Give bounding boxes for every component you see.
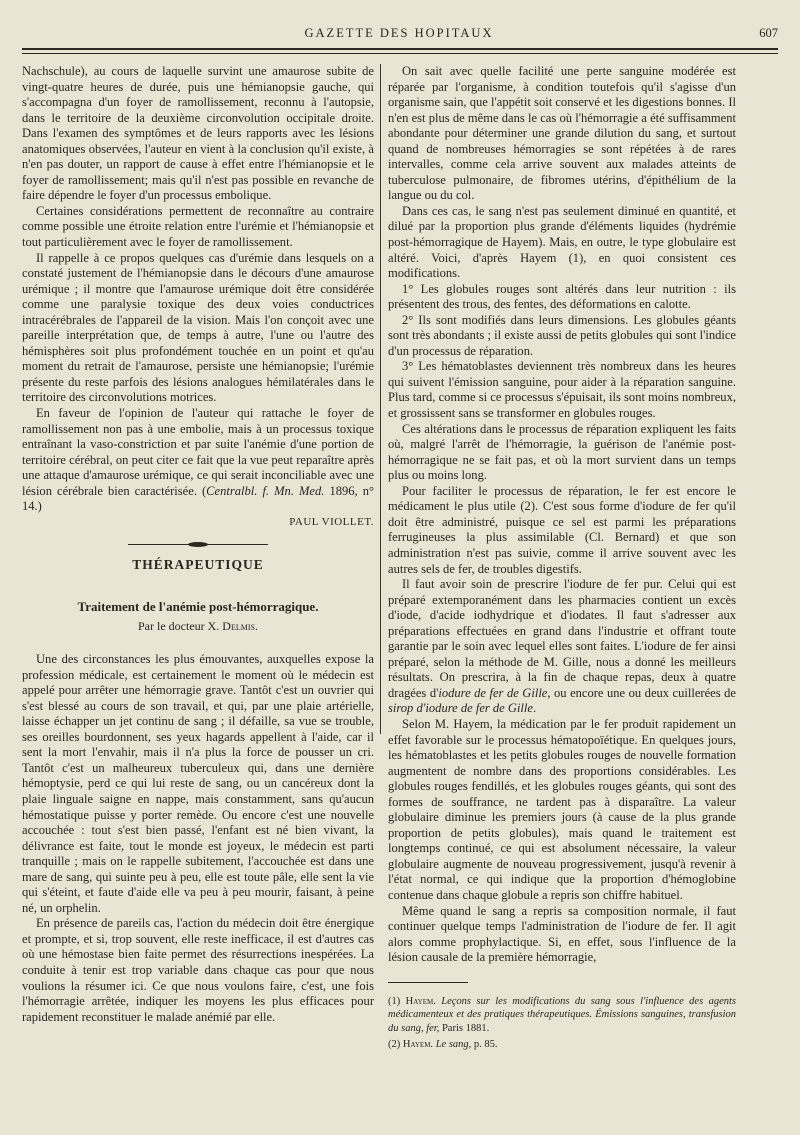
left-column (22, 64, 374, 1025)
journal-title: GAZETTE DES HOPITAUX (304, 26, 494, 40)
byline-prefix: Par le docteur (138, 618, 208, 633)
paragraph: Même quand le sang a repris sa composition normale, il faut continuer quelque temps l'administration de l'iodure de fer. Il agit alors comme prophylactique. Si, en effet, sous l'influence de la lésion causale de la première hémorragie, (388, 903, 736, 965)
paragraph: Une des circonstances les plus émouvantes, auxquelles expose la profession médicale, est certainement le moment où le médecin est appelé pour arrêter une hémorragie grave. Tantôt c'est un ouvrier qui s'est blessé au cours de son travail, et qui, par une plaie artérielle, laisse échapper un jet continu de sang ; il défaille, sa vue se trouble, ses oreilles bourdonnent, ses yeux hagards appellent à l'aide, car il sent la mort l'envahir, mais il n'a plus la force de pousser un cri. Tantôt c'est un malheureux tuberculeux qui, dans une dernière hémoptysie, perd ce qui lui reste de sang, ou un cancéreux dont la plaie linguale saigne en nappe, mais constamment, sans qu'aucun hémostatique puisse y porter remède. Ou encore c'est une nouvelle accouchée : tout s'est bien passé, l'enfant est né bien vivant, la délivrance est faite, tout le monde est joyeux, le médecin est parti tranquille ; mais on le rappelle subitement, l'accouchée est dans une mare de sang, qui suinte peu à peu, elle est toute pâle, elle sent la vie qui s'éteint, et faute d'aide elle va peu à peu mourir, faisant, à peine né, un orphelin. (22, 652, 374, 915)
paragraph: Ces altérations dans le processus de réparation expliquent les faits où, malgré l'arrêt de l'hémorragie, la guérison de l'anémie post-hémorragique ne se fait pas, et où la mort survient dans un temps plus ou moins long. (388, 421, 736, 483)
text-run: , ou encore une ou deux cuillerées de (547, 685, 736, 700)
paragraph: 1° Les globules rouges sont altérés dans leur nutrition : ils présentent des trous, des fentes, des déformations en calotte. (388, 281, 736, 312)
byline-author: X. Delmis. (207, 618, 258, 633)
footnote-1 (388, 995, 736, 1036)
text-run: . (532, 701, 537, 716)
journal-reference: Centralbl. f. Mn. Med. (206, 483, 325, 498)
text-run: 1896, n° 14.) (22, 483, 375, 514)
header-rule-thin (22, 53, 778, 54)
text-run: Il faut avoir soin de prescrire l'iodure de fer pur. Celui qui est préparé extemporanément dans les pharmacies contient un excès d'iode, d'acide iodhydrique et d'iodates. Il faut s'adresser aux préparations effectuées en grand dans l'industrie et offrant toute garantie par le soin avec lequel elles sont faites. L'iodure de fer ainsi préparé, selon la méthode de M. Gille, nous a donné les meilleurs résultats. On prescrira, à la fin de chaque repas, deux à quatre dragées d' (388, 577, 736, 700)
footnote-rule (388, 982, 468, 983)
right-column (388, 64, 736, 1055)
footnote-tail: p. 85. (471, 1039, 498, 1051)
footnote-2 (388, 1038, 736, 1052)
footnote-tail: Paris 1881. (439, 1022, 490, 1034)
paragraph: En présence de pareils cas, l'action du médecin doit être énergique et prompte, et si, trop souvent, elle reste inefficace, il est d'autres cas où une hémostase bien faite permet des résurrections inespérées. La conduite à tenir est trop variable dans chaque cas pour que nous voulions la résumer ici. Ce que nous voulons faire, c'est, une fois l'hémorragie arrêtée, indiquer les moyens les plus efficaces pour rapidement reconstituer le malade anémié par elle. (22, 916, 374, 1024)
paragraph: Certaines considérations permettent de reconnaître au contraire comme possible une étroite relation entre l'urémie et l'hémianopsie et tout particulièrement avec le foyer de ramollissement. (22, 203, 374, 250)
running-head (20, 26, 778, 44)
text-run: En faveur de l'opinion de l'auteur qui rattache le foyer de ramollissement non pas à une embolie, mais à un processus toxique entraînant la vaso-constriction et par suite l'anémie d'une portion de territoire cérébral, on peut citer ce fait que la vue peut reparaître après une attaque d'amaurose urémique, ce qui serait inconciliable avec une lésion cérébrale bien caractérisée. ( (22, 406, 374, 498)
product-name: iodure de fer de Gille (438, 685, 548, 700)
footnote-number: (2) (388, 1039, 403, 1051)
paragraph: 2° Ils sont modifiés dans leurs dimensions. Les globules géants sont très abondants ; il existe aussi de petits globules qui sont l'indice d'un processus de réparation. (388, 312, 736, 358)
paragraph (22, 406, 374, 515)
footnote-title: Le sang, (433, 1039, 472, 1051)
footnote-number: (1) (388, 995, 406, 1007)
header-rule-thick (22, 48, 778, 50)
paragraph: Pour faciliter le processus de réparation, le fer est encore le médicament le plus utile (2). C'est sous forme d'iodure de fer qu'il doit être administré, puisque ce sel est parmi les préparations ferrugineuses la plus assimilable (Cl. Bernard) et que son administration n'est pas suivie, comme il arrive souvent avec les autres sels de fer, de troubles digestifs. (388, 483, 736, 576)
article-title: Traitement de l'anémie post-hémorragique. (77, 598, 319, 614)
footnote-title: Leçons sur les modifications du sang sous l'influence des agents médicamenteux et des pratiques thérapeutiques. Émissions sanguines, transfusion du sang, fer, (388, 995, 736, 1034)
product-name: sirop d'iodure de fer de Gille (388, 701, 533, 716)
paragraph: On sait avec quelle facilité une perte sanguine modérée est réparée par l'organisme, à condition toutefois qu'il s'agisse d'un organisme sain, que l'appétit soit conservé et les digestions bonnes. Il n'en est plus de même dans le cas où l'hémorragie a été suffisamment abondante pour déterminer une grande dilution du sang, et surtout quand de nombreuses hémorragies se sont répétées à de rares intervalles, comme cela arrive souvent aux malades atteints de tuberculose pulmonaire, de fibromes utérins, d'épithélium de la langue ou du col. (388, 64, 736, 203)
footnote-author: Hayem. (402, 1039, 434, 1051)
byline (22, 619, 374, 635)
author-signature: PAUL VIOLLET. (289, 515, 374, 528)
page-number: 607 (759, 26, 778, 40)
column-divider (380, 64, 381, 734)
paragraph (388, 577, 736, 717)
section-heading: THÉRAPEUTIQUE (132, 557, 264, 573)
paragraph: Selon M. Hayem, la médication par le fer produit rapidement un effet favorable sur le processus hématopoïétique. En quelques jours, les hématoblastes et les petits globules rouges de nouvelle formation augmentent de nombre dans des proportions considérables. Les globules rouges fendillés, et les globules rouges géants, qui sont des formes de souffrance, ne tardent pas à disparaître. La valeur globulaire diminue les premiers jours (à cause de la plus grande proportion de petits globules), mais quand le traitement est longtemps continué, ce qui est absolument nécessaire, la valeur globulaire augmente de nouveau progressivement, jusqu'à revenir à l'état normal, ce qui indique que la proportion d'hémoglobine contenue dans chaque globule a repris son chiffre habituel. (388, 716, 736, 902)
paragraph: 3° Les hématoblastes deviennent très nombreux dans les heures qui suivent l'émission sanguine, pour aider à la réparation sanguine. Plus tard, comme si ce processus s'épuisait, ils sont moins nombreux, et grossissent sans se transformer en globules rouges. (388, 359, 736, 421)
section-separator (128, 544, 268, 545)
paragraph: Dans ces cas, le sang n'est pas seulement diminué en quantité, et dilué par la proportion plus grande d'éléments liquides (hydrémie post-hémorragique de Hayem). Mais, en outre, le type globulaire est altéré. Voici, d'après Hayem (1), en quoi consistent ces modifications. (388, 203, 736, 281)
paragraph: Il rappelle à ce propos quelques cas d'urémie dans lesquels on a constaté justement de l'hémianopsie dans le décours d'une amaurose urémique ; il montre que l'amaurose urémique doit être considérée comme une paralysie toxique des deux voies conductrices intracérébrales de l'appareil de la vision. Mais l'on conçoit avec une pareille interprétation que, de temps à autre, l'une ou l'autre des hémisphères soit plus profondément touchée en un point et qu'au moment du retrait de l'amaurose, persiste une hémianopsie; l'urémie présente du reste parfois des lésions analogues hémilatérales dans le territoire des circonvolutions motrices. (22, 250, 374, 405)
paragraph: Nachschule), au cours de laquelle survint une amaurose subite de vingt-quatre heures de durée, puis une hémianopsie gauche, qui s'accompagna d'un foyer de ramollissement, reconnu à l'autopsie, dans le territoire de la deuxième circonvolution occipitale droite. Dans l'examen des symptômes et de leurs rapports avec les lésions anatomiques observées, l'auteur en vient à la conclusion qu'il existe, à n'en pas douter, un rapport de cause à effet entre l'hémianopsie et le foyer de ramollissement; mais qu'il n'est pas possible en revanche de faire dépendre le foyer d'un processus embolique. (22, 64, 374, 203)
footnote-author: Hayem. (405, 995, 436, 1007)
